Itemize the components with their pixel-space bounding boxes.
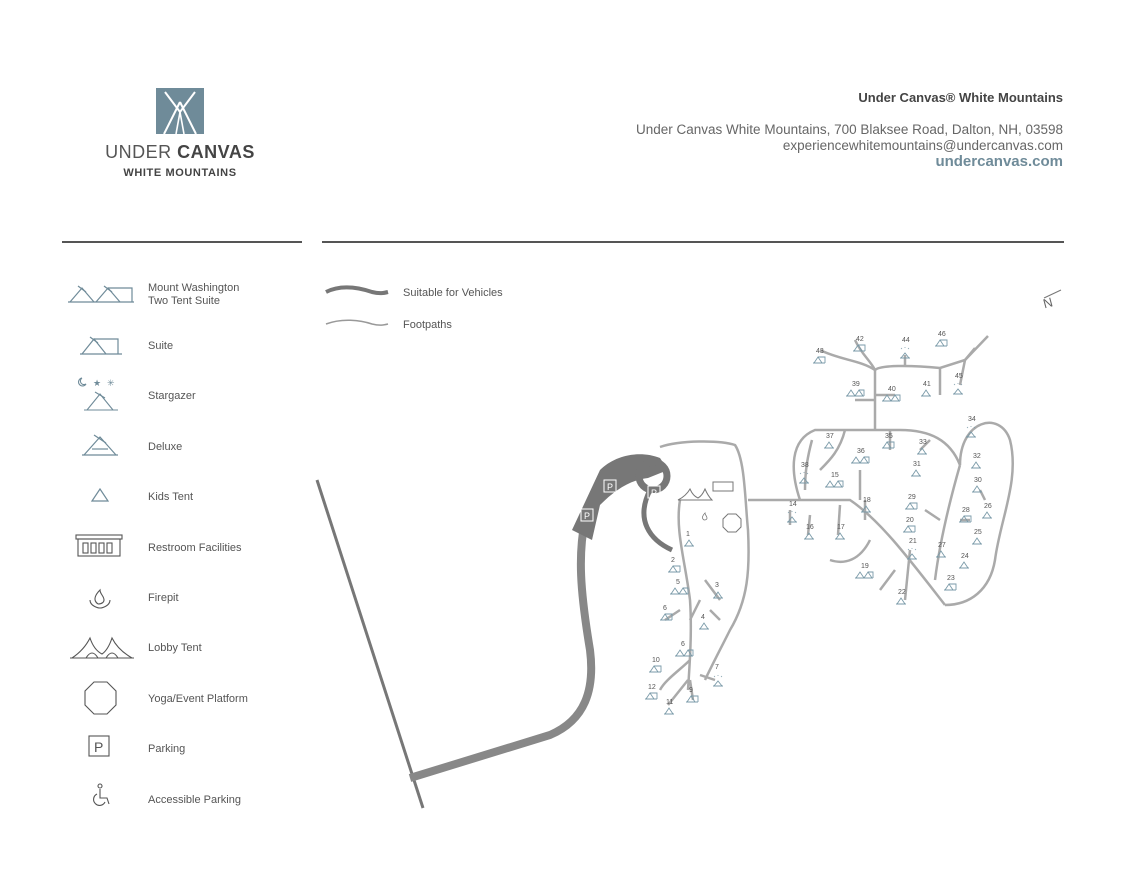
footpath bbox=[830, 540, 870, 562]
site-number: 38 bbox=[801, 462, 809, 469]
legend-label: Kids Tent bbox=[148, 491, 194, 503]
site-number: 11 bbox=[666, 699, 674, 706]
north-arrow-icon bbox=[1041, 290, 1061, 311]
site-number: 19 bbox=[861, 563, 869, 570]
campsite-12[interactable] bbox=[645, 684, 657, 699]
path-label: Footpaths bbox=[403, 319, 452, 331]
site-number: 21 bbox=[909, 538, 917, 545]
legend-label: Suite bbox=[148, 340, 174, 352]
deluxe-icon bbox=[684, 540, 694, 546]
brand-location: WHITE MOUNTAINS bbox=[123, 167, 237, 179]
legend-label: Lobby Tent bbox=[148, 642, 202, 654]
site-number: 27 bbox=[938, 542, 946, 549]
site-number: 43 bbox=[816, 348, 824, 355]
campsite-2[interactable] bbox=[668, 557, 680, 572]
footpath bbox=[945, 423, 1013, 605]
legend-label: Restroom Facilities bbox=[148, 542, 242, 554]
site-number: 6 bbox=[663, 605, 667, 612]
svg-text:N: N bbox=[1041, 294, 1055, 312]
site-number: 26 bbox=[984, 503, 992, 510]
campsite-25[interactable] bbox=[972, 529, 982, 544]
suite-icon bbox=[649, 666, 661, 672]
site-number: 46 bbox=[938, 331, 946, 338]
site-number: 5 bbox=[676, 579, 680, 586]
deluxe-icon bbox=[664, 708, 674, 714]
site-number: 44 bbox=[902, 337, 910, 344]
campsite-43[interactable] bbox=[813, 348, 825, 363]
deluxe-icon bbox=[911, 470, 921, 476]
site-number: 40 bbox=[888, 386, 896, 393]
footpath bbox=[665, 610, 680, 620]
svg-text:★: ★ bbox=[93, 378, 102, 388]
site-number: 32 bbox=[973, 453, 981, 460]
campsite-15[interactable] bbox=[825, 472, 843, 487]
campsite-11[interactable] bbox=[664, 699, 674, 714]
campsite-29[interactable] bbox=[905, 494, 917, 509]
suite-icon bbox=[668, 566, 680, 572]
site-number: 15 bbox=[831, 472, 839, 479]
site-number: 37 bbox=[826, 433, 834, 440]
campsite-31[interactable] bbox=[911, 461, 921, 476]
campsite-14[interactable] bbox=[787, 501, 797, 522]
campsite-40[interactable] bbox=[882, 386, 900, 401]
site-number: 14 bbox=[789, 501, 797, 508]
legend-label: Parking bbox=[148, 743, 186, 755]
deluxe-icon bbox=[972, 486, 982, 492]
legend-label: Yoga/Event Platform bbox=[148, 693, 248, 705]
suite-icon bbox=[813, 357, 825, 363]
main-road bbox=[410, 470, 640, 778]
page-title: Under Canvas® White Mountains bbox=[858, 90, 1063, 105]
site-number: 31 bbox=[913, 461, 921, 468]
suite-icon bbox=[905, 503, 917, 509]
deluxe-icon bbox=[824, 442, 834, 448]
site-number: 34 bbox=[968, 416, 976, 423]
restroom-icon bbox=[713, 482, 733, 491]
site-number: 29 bbox=[908, 494, 916, 501]
deluxe-icon bbox=[936, 551, 946, 557]
campsite-46[interactable] bbox=[935, 331, 947, 346]
site-number: 45 bbox=[955, 373, 963, 380]
suite-icon bbox=[645, 693, 657, 699]
site-number: 30 bbox=[974, 477, 982, 484]
site-number: 17 bbox=[837, 524, 845, 531]
stargazer-icon bbox=[787, 511, 797, 522]
campsite-34[interactable] bbox=[966, 416, 976, 437]
site-number: 2 bbox=[671, 557, 675, 564]
suite-icon bbox=[882, 442, 894, 448]
footpath bbox=[935, 465, 960, 580]
site-number: 4 bbox=[701, 614, 705, 621]
path-label: Suitable for Vehicles bbox=[403, 287, 503, 299]
site-number: 6 bbox=[681, 641, 685, 648]
site-number: 35 bbox=[885, 433, 893, 440]
parking-drive bbox=[644, 490, 672, 550]
site-number: 42 bbox=[856, 336, 864, 343]
campsite-20[interactable] bbox=[903, 517, 915, 532]
campsite-24[interactable] bbox=[959, 553, 969, 568]
site-number: 7 bbox=[715, 664, 719, 671]
footpath bbox=[965, 348, 975, 360]
yoga-platform-icon bbox=[723, 514, 741, 532]
campsite-4[interactable] bbox=[699, 614, 709, 629]
brand-name: UNDER CANVAS bbox=[105, 142, 255, 162]
campsite-32[interactable] bbox=[971, 453, 981, 468]
deluxe-icon bbox=[971, 462, 981, 468]
address: Under Canvas White Mountains, 700 Blaksee Road, Dalton, NH, 03598 bbox=[636, 122, 1063, 137]
two-tent-suite-icon bbox=[670, 588, 688, 594]
campsite-44[interactable] bbox=[900, 337, 910, 358]
deluxe-icon bbox=[699, 623, 709, 629]
site-number: 39 bbox=[852, 381, 860, 388]
site-number: 3 bbox=[715, 582, 719, 589]
legend-label: Deluxe bbox=[148, 441, 183, 453]
two-tent-suite-icon bbox=[855, 572, 873, 578]
two-tent-suite-icon bbox=[825, 481, 843, 487]
access-road bbox=[317, 480, 423, 808]
footpath bbox=[794, 430, 960, 500]
two-tent-suite-icon bbox=[846, 390, 864, 396]
site-number: 18 bbox=[863, 497, 871, 504]
deluxe-icon bbox=[972, 538, 982, 544]
svg-text:✳: ✳ bbox=[107, 378, 115, 388]
campsite-10[interactable] bbox=[649, 657, 661, 672]
campsite-35[interactable] bbox=[882, 433, 894, 448]
site-number: 33 bbox=[919, 439, 927, 446]
site-number: 20 bbox=[906, 517, 914, 524]
deluxe-icon bbox=[835, 533, 845, 539]
campsite-7[interactable] bbox=[713, 664, 723, 686]
footpath bbox=[880, 570, 895, 590]
site-number: 36 bbox=[857, 448, 865, 455]
site-number: 24 bbox=[961, 553, 969, 560]
site-number: 9 bbox=[689, 687, 693, 694]
legend-label: Stargazer bbox=[148, 390, 196, 402]
campsite-26[interactable] bbox=[982, 503, 992, 518]
legend-label: Accessible Parking bbox=[148, 794, 241, 806]
footpath bbox=[925, 510, 940, 520]
suite-icon bbox=[903, 526, 915, 532]
campsite-1[interactable] bbox=[684, 531, 694, 546]
legend-label: Firepit bbox=[148, 592, 179, 604]
campsite-38[interactable] bbox=[799, 462, 809, 483]
footpath bbox=[660, 660, 690, 690]
two-tent-suite-icon bbox=[851, 457, 869, 463]
site-number: 28 bbox=[962, 507, 970, 514]
campsite-37[interactable] bbox=[824, 433, 834, 448]
site-number: 16 bbox=[806, 524, 814, 531]
stargazer-icon bbox=[953, 383, 963, 394]
campsite-19[interactable] bbox=[855, 563, 873, 578]
site-number: 22 bbox=[898, 589, 906, 596]
firepit-icon bbox=[702, 513, 707, 520]
site-number: 41 bbox=[923, 381, 931, 388]
campsite-39[interactable] bbox=[846, 381, 864, 396]
footpath bbox=[800, 500, 945, 605]
website-link[interactable]: undercanvas.com bbox=[935, 153, 1063, 170]
legend-label: Mount Washington Two Tent Suite bbox=[148, 282, 240, 307]
suite-icon bbox=[944, 584, 956, 590]
lobby-tent-icon bbox=[678, 489, 712, 500]
site-number: 12 bbox=[648, 684, 656, 691]
campsite-36[interactable] bbox=[851, 448, 869, 463]
svg-text:P: P bbox=[584, 511, 591, 521]
campsite-17[interactable] bbox=[835, 524, 845, 539]
site-number: 10 bbox=[652, 657, 660, 664]
footpath bbox=[710, 610, 720, 620]
deluxe-icon bbox=[921, 390, 931, 396]
campsite-41[interactable] bbox=[921, 381, 931, 396]
deluxe-icon bbox=[982, 512, 992, 518]
site-number: 23 bbox=[947, 575, 955, 582]
email-link[interactable]: experiencewhitemountains@undercanvas.com bbox=[782, 138, 1063, 153]
site-number: 1 bbox=[686, 531, 690, 538]
site-number: 25 bbox=[974, 529, 982, 536]
suite-icon bbox=[935, 340, 947, 346]
svg-text:P: P bbox=[651, 488, 658, 498]
svg-text:P: P bbox=[607, 482, 614, 492]
campsite-5[interactable] bbox=[670, 579, 688, 594]
deluxe-icon bbox=[959, 562, 969, 568]
campsite-23[interactable] bbox=[944, 575, 956, 590]
svg-text:P: P bbox=[94, 739, 104, 755]
